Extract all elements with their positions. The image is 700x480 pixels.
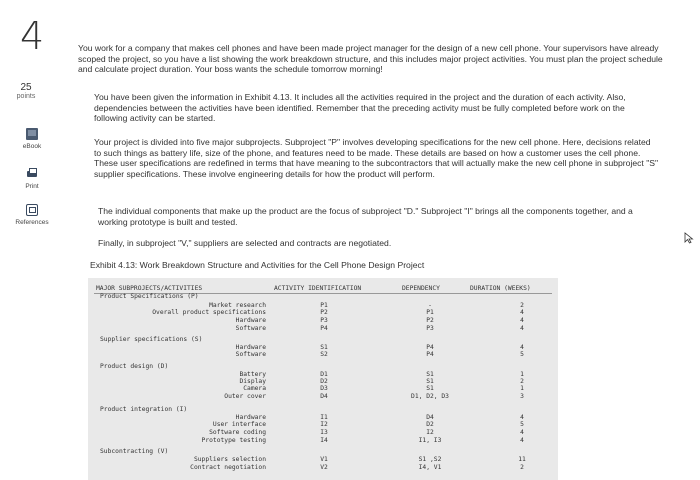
activity-cell: Outer cover	[224, 393, 266, 400]
dependency-cell: I1, I3	[418, 437, 442, 444]
header-duration: DURATION (WEEKS)	[470, 285, 531, 292]
activity-cell: Display	[239, 378, 266, 385]
group-label: Product Specifications (P)	[100, 293, 199, 300]
ebook-button[interactable]	[14, 128, 50, 150]
header-dependency: DEPENDENCY	[402, 285, 440, 292]
wbs-table	[88, 278, 558, 480]
dependency-cell: S1	[426, 371, 434, 378]
references-icon	[26, 204, 38, 216]
group-label: Supplier specifications (S)	[100, 336, 203, 343]
duration-cell: 1	[520, 385, 524, 392]
group-label: Subcontracting (V)	[100, 448, 169, 455]
exhibit-title: Exhibit 4.13: Work Breakdown Structure and Activities for the Cell Phone Design Project	[90, 260, 425, 270]
components-paragraph: The individual components that make up the product are the focus of subproject "D." Subproject "I" brings all the components together, and a working prototype is built and tested.	[98, 206, 633, 227]
ebook-icon	[26, 128, 38, 140]
activity-id-cell: S1	[320, 344, 328, 351]
exhibit-info-paragraph: You have been given the information in Exhibit 4.13. It includes all the activities required in the project and the duration of each activity. Also, dependencies between the activities have been identified. Remember that the preceding activity must be fully completed before work on the following activity can be started.	[94, 92, 626, 124]
points-indicator	[12, 82, 40, 100]
activity-cell: Overall product specifications	[152, 309, 266, 316]
activity-cell: Hardware	[235, 317, 266, 324]
activity-id-cell: I4	[320, 437, 328, 444]
activity-id-cell: S2	[320, 351, 328, 358]
activity-id-cell: D4	[320, 393, 328, 400]
duration-cell: 2	[520, 302, 524, 309]
activity-id-cell: P2	[320, 309, 328, 316]
subprojects-paragraph: Your project is divided into five major subprojects. Subproject "P" involves developing specifications for the new cell phone. Here, decisions related to such things as battery life, size of the phone, and features need to be made. These details are based on how a customer uses the cell phone. These user specifications are redefined in terms that have meaning to the subcontractors that will actually make the new cell phone in subproject "S" supplier specifications. These involve engineering details for how the product will perform.	[94, 137, 659, 179]
group-label: Product design (D)	[100, 363, 169, 370]
ebook-label: eBook	[22, 143, 42, 150]
duration-cell: 4	[520, 325, 524, 332]
points-label: points	[16, 93, 36, 100]
dependency-cell: S1 ,S2	[418, 456, 442, 463]
dependency-cell: I4, V1	[418, 464, 442, 471]
activity-id-cell: D3	[320, 385, 328, 392]
activity-id-cell: V2	[320, 464, 328, 471]
activity-id-cell: P3	[320, 317, 328, 324]
header-id: ACTIVITY IDENTIFICATION	[274, 285, 362, 292]
dependency-cell: -	[428, 302, 432, 309]
dependency-cell: P4	[426, 351, 434, 358]
dependency-cell: S1	[426, 378, 434, 385]
activity-id-cell: I3	[320, 429, 328, 436]
activity-id-cell: V1	[320, 456, 328, 463]
intro-paragraph: You work for a company that makes cell phones and have been made project manager for the design of a new cell phone. Your supervisors have already scoped the project, so you have a list showing the work breakdown structure, and this includes major project activities. You must plan the project schedule and calculate project duration. Your boss wants the schedule tomorrow morning!	[78, 43, 663, 75]
duration-cell: 4	[520, 317, 524, 324]
dependency-cell: P4	[426, 344, 434, 351]
activity-cell: Software coding	[209, 429, 266, 436]
activity-id-cell: I1	[320, 414, 328, 421]
activity-id-cell: D2	[320, 378, 328, 385]
duration-cell: 4	[520, 414, 524, 421]
duration-cell: 2	[520, 378, 524, 385]
print-icon	[26, 168, 38, 180]
activity-cell: User interface	[212, 421, 266, 428]
duration-cell: 2	[520, 464, 524, 471]
group-label: Product integration (I)	[100, 406, 188, 413]
duration-cell: 11	[518, 456, 526, 463]
print-button[interactable]	[14, 168, 50, 190]
question-number: 4	[20, 14, 45, 58]
duration-cell: 5	[520, 351, 524, 358]
activity-cell: Suppliers selection	[193, 456, 266, 463]
header-activity: MAJOR SUBPROJECTS/ACTIVITIES	[96, 285, 203, 292]
dependency-cell: D4	[426, 414, 434, 421]
dependency-cell: P2	[426, 317, 434, 324]
duration-cell: 4	[520, 344, 524, 351]
activity-cell: Camera	[243, 385, 266, 392]
dependency-cell: D2	[426, 421, 434, 428]
activity-cell: Hardware	[235, 344, 266, 351]
points-value: 25	[20, 82, 32, 93]
dependency-cell: P3	[426, 325, 434, 332]
dependency-cell: D1, D2, D3	[411, 393, 449, 400]
activity-cell: Software	[235, 325, 266, 332]
activity-cell: Hardware	[235, 414, 266, 421]
activity-id-cell: P4	[320, 325, 328, 332]
duration-cell: 4	[520, 429, 524, 436]
activity-cell: Software	[235, 351, 266, 358]
references-button[interactable]	[14, 204, 50, 226]
activity-id-cell: D1	[320, 371, 328, 378]
activity-id-cell: P1	[320, 302, 328, 309]
activity-id-cell: I2	[320, 421, 328, 428]
dependency-cell: P1	[426, 309, 434, 316]
duration-cell: 5	[520, 421, 524, 428]
activity-cell: Battery	[239, 371, 266, 378]
activity-cell: Contract negotiation	[190, 464, 266, 471]
duration-cell: 1	[520, 371, 524, 378]
duration-cell: 4	[520, 309, 524, 316]
duration-cell: 4	[520, 437, 524, 444]
print-label: Print	[25, 183, 39, 190]
duration-cell: 3	[520, 393, 524, 400]
activity-cell: Market research	[209, 302, 266, 309]
activity-cell: Prototype testing	[201, 437, 266, 444]
mouse-cursor-icon	[684, 232, 694, 244]
references-label: References	[15, 219, 49, 226]
dependency-cell: I2	[426, 429, 434, 436]
dependency-cell: S1	[426, 385, 434, 392]
subcontracting-paragraph: Finally, in subproject "V," suppliers are selected and contracts are negotiated.	[98, 238, 392, 248]
